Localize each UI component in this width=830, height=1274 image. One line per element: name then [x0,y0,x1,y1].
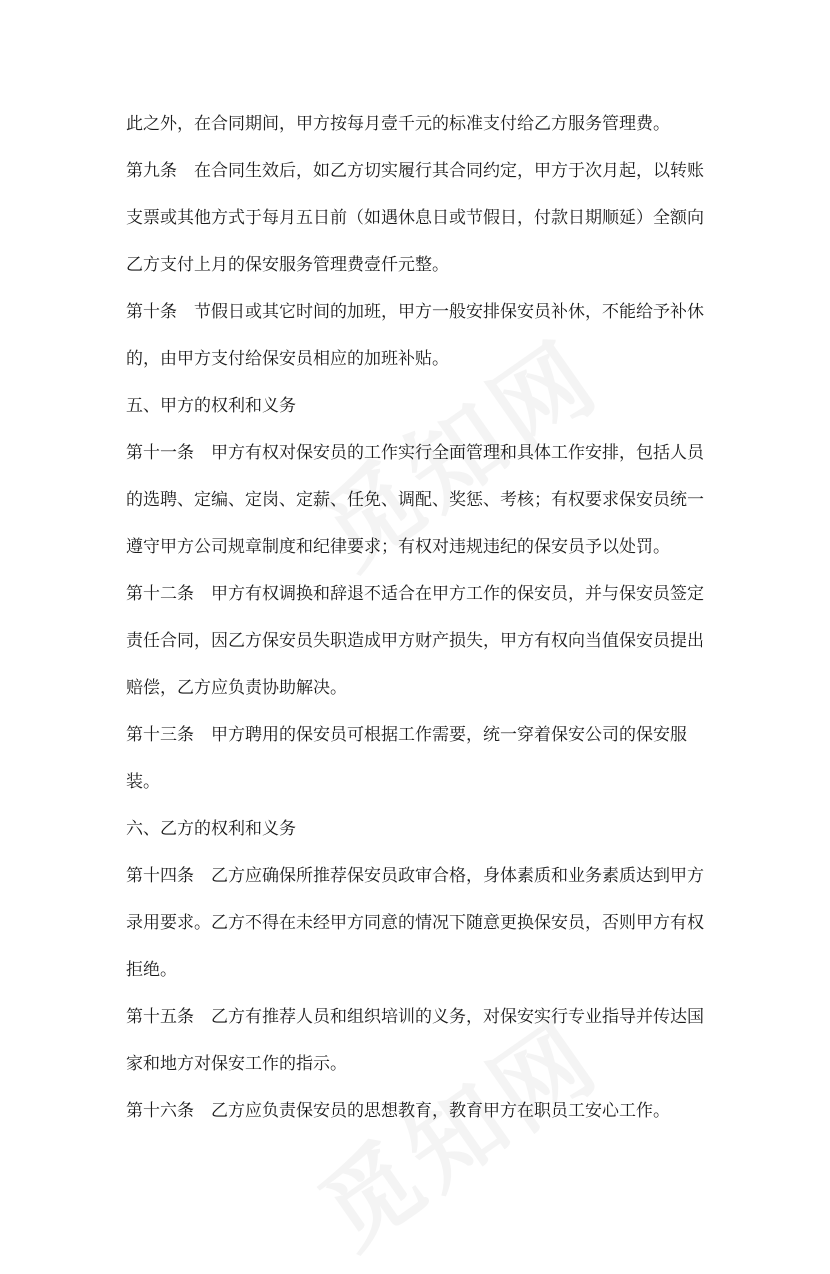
article-16-line [126,1091,716,1138]
line-text: 遵守甲方公司规章制度和纪律要求；有权对违规违纪的保安员予以处罚。 [126,537,670,557]
article-label: 第十二条 [126,584,194,604]
line-text: 在合同生效后，如乙方切实履行其合同约定，甲方于次月起，以转账 [194,161,704,181]
line-text: 此之外，在合同期间，甲方按每月壹千元的标准支付给乙方服务管理费。 [126,114,670,134]
article-label: 第十三条 [126,725,194,745]
line-text: 家和地方对保安工作的指示。 [126,1054,347,1074]
article-14-line [126,856,716,903]
document-body [126,104,716,1138]
section-title: 五、甲方的权利和义务 [126,396,296,416]
article-10-line [126,292,716,339]
line-text: 责任合同，因乙方保安员失职造成甲方财产损失，甲方有权向当值保安员提出 [126,631,704,651]
article-label: 第九条 [126,161,177,181]
text-line [126,104,716,151]
article-label: 第十五条 [126,1007,194,1027]
text-line [126,903,716,950]
text-line [126,668,716,715]
line-text: 赔偿，乙方应负责协助解决。 [126,678,347,698]
article-15-line [126,997,716,1044]
line-text: 支票或其他方式于每月五日前（如遇休息日或节假日，付款日期顺延）全额向 [126,208,704,228]
line-text: 甲方聘用的保安员可根据工作需要，统一穿着保安公司的保安服 [211,725,687,745]
article-label: 第十四条 [126,866,194,886]
text-line [126,621,716,668]
text-line [126,1044,716,1091]
text-line [126,339,716,386]
article-12-line [126,574,716,621]
section-heading [126,386,716,433]
line-text: 的，由甲方支付给保安员相应的加班补贴。 [126,349,449,369]
line-text: 的选聘、定编、定岗、定薪、任免、调配、奖惩、考核；有权要求保安员统一 [126,490,704,510]
article-9-line [126,151,716,198]
article-13-line [126,715,716,762]
line-text: 节假日或其它时间的加班，甲方一般安排保安员补休，不能给予补休 [194,302,704,322]
text-line [126,527,716,574]
section-heading [126,809,716,856]
section-title: 六、乙方的权利和义务 [126,819,296,839]
line-text: 乙方应确保所推荐保安员政审合格，身体素质和业务素质达到甲方 [211,866,704,886]
line-text: 甲方有权对保安员的工作实行全面管理和具体工作安排，包括人员 [211,443,704,463]
line-text: 装。 [126,772,160,792]
line-text: 乙方有推荐人员和组织培训的义务，对保安实行专业指导并传达国 [211,1007,704,1027]
article-label: 第十条 [126,302,177,322]
line-text: 拒绝。 [126,960,177,980]
text-line [126,762,716,809]
article-label: 第十一条 [126,443,194,463]
line-text: 乙方支付上月的保安服务管理费壹仟元整。 [126,255,449,275]
text-line [126,950,716,997]
text-line [126,198,716,245]
article-11-line [126,433,716,480]
text-line [126,245,716,292]
line-text: 甲方有权调换和辞退不适合在甲方工作的保安员，并与保安员签定 [211,584,704,604]
line-text: 录用要求。乙方不得在未经甲方同意的情况下随意更换保安员，否则甲方有权 [126,913,704,933]
text-line [126,480,716,527]
line-text: 乙方应负责保安员的思想教育，教育甲方在职员工安心工作。 [211,1101,670,1121]
article-label: 第十六条 [126,1101,194,1121]
